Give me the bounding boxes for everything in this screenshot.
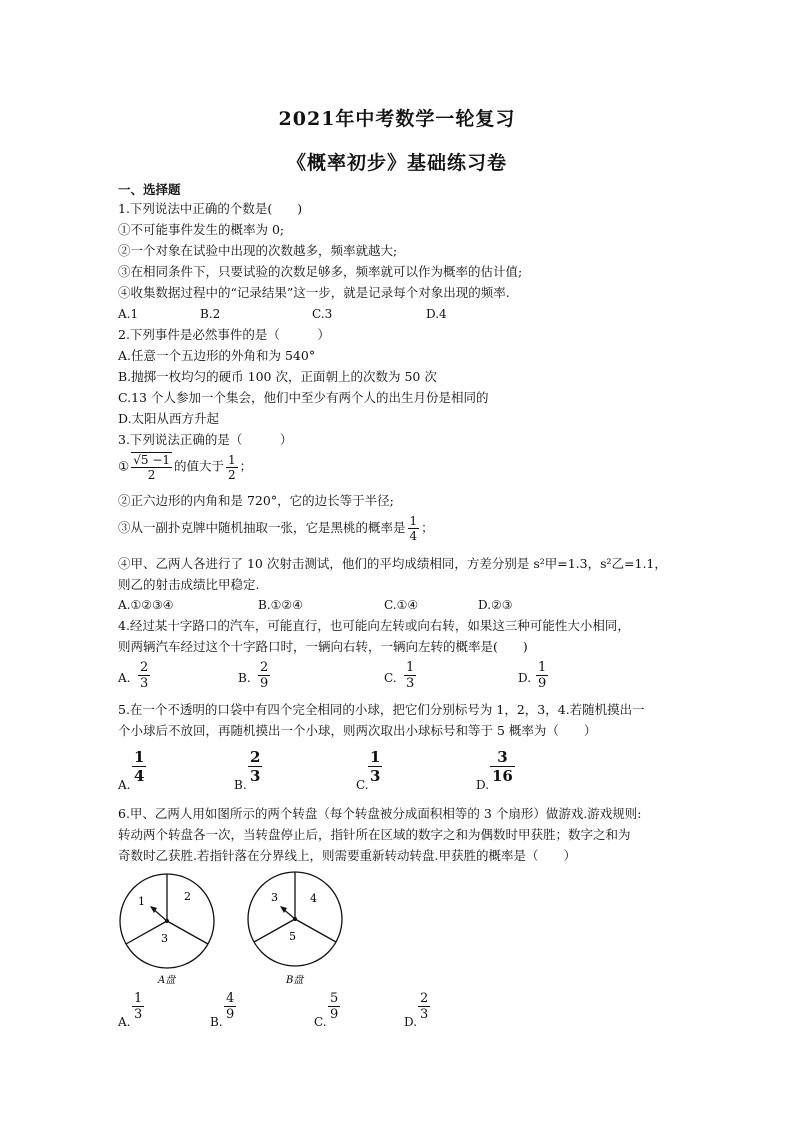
q4-option-c-fraction: $\frac{1}{3}$ <box>406 660 415 691</box>
q1-statement-4: ④收集数据过程中的“记录结果”这一步，就是记录每个对象出现的频率. <box>118 285 510 300</box>
q5-option-d-label: D. <box>476 778 490 792</box>
spinner-a-center <box>165 919 169 923</box>
q3-stem: 3.下列说法正确的是（ ） <box>118 432 293 447</box>
q6-line-1: 6.甲、乙两人用如图所示的两个转盘（每个转盘被分成面积相等的 3 个扇形）做游戏.游戏规则: <box>118 806 642 821</box>
q1-stem: 1.下列说法中正确的个数是( ) <box>118 201 303 216</box>
q3-option-a: A.①②③④ <box>118 598 174 612</box>
sqrt-fraction: $\frac{√5 -1}{2}$ <box>133 453 171 482</box>
q6-option-c-fraction: $\frac{5}{9}$ <box>330 991 339 1022</box>
q5-option-b-label: B. <box>234 778 247 792</box>
spinner-a-number-3: 3 <box>161 932 168 945</box>
spinner-a-figure <box>114 868 224 988</box>
q5-option-c-fraction: $\frac{1}{3}$ <box>370 748 381 785</box>
q3-option-d: D.②③ <box>478 598 513 612</box>
q3-statement-1: ① $\frac{√5 -1}{2}$ 的值大于 $\frac{1}{2}$ ； <box>118 452 253 482</box>
q4-line-1: 4.经过某十字路口的汽车，可能直行，也可能向左转或向右转，如果这三种可能性大小相同， <box>118 618 630 633</box>
q3-statement-4b: 则乙的射击成绩比甲稳定. <box>118 577 260 592</box>
q1-statement-2: ②一个对象在试验中出现的次数越多，频率就越大; <box>118 243 398 258</box>
q4-option-d-fraction: $\frac{1}{9}$ <box>538 660 547 691</box>
page-subtitle: 《概率初步》基础练习卷 <box>286 152 507 174</box>
q6-option-d-label: D. <box>404 1015 418 1029</box>
q6-line-2: 转动两个转盘各一次，当转盘停止后，指针所在区域的数字之和为偶数时甲获胜；数字之和为 <box>118 827 631 842</box>
q5-option-a-fraction: $\frac{1}{4}$ <box>134 748 145 785</box>
q2-option-c: C.13 个人参加一个集会，他们中至少有两个人的出生月份是相同的 <box>118 390 489 405</box>
q4-option-a-fraction: $\frac{2}{3}$ <box>140 660 149 691</box>
q6-option-d-fraction: $\frac{2}{3}$ <box>420 991 429 1022</box>
q1-option-d: D.4 <box>426 307 447 321</box>
q5-option-b-fraction: $\frac{2}{3}$ <box>250 748 261 785</box>
spinner-a-number-2: 2 <box>184 890 191 903</box>
spinner-a-label: A盘 <box>158 975 176 986</box>
spinner-b-divider-3 <box>295 919 336 942</box>
q1-option-c: C.3 <box>312 307 333 321</box>
q3-option-b: B.①②④ <box>258 598 303 612</box>
spinner-b-number-4: 4 <box>310 892 317 905</box>
q5-option-c-label: C. <box>356 778 369 792</box>
q6-option-c-label: C. <box>314 1015 327 1029</box>
q6-option-b-label: B. <box>210 1015 223 1029</box>
q3-statement-2: ②正六边形的内角和是 720°，它的边长等于半径; <box>118 493 394 508</box>
q4-option-d-label: D. <box>518 671 532 685</box>
q2-option-d: D.太阳从西方升起 <box>118 411 220 426</box>
q6-option-a-label: A. <box>118 1015 131 1029</box>
quarter-fraction: $\frac{1}{4}$ <box>409 514 418 543</box>
q1-statement-1: ①不可能事件发生的概率为 0; <box>118 222 285 237</box>
spinner-b-figure <box>242 866 352 988</box>
q3-option-c: C.①④ <box>384 598 419 612</box>
q2-stem: 2.下列事件是必然事件的是（ ） <box>118 327 330 342</box>
q6-option-b-fraction: $\frac{4}{9}$ <box>226 991 235 1022</box>
q2-option-b: B.抛掷一枚均匀的硬币 100 次，正面朝上的次数为 50 次 <box>118 369 437 384</box>
spinner-a-divider-3 <box>167 921 208 944</box>
spinner-a-number-1: 1 <box>138 895 145 908</box>
q3-statement-3: ③从一副扑克牌中随机抽取一张，它是黑桃的概率是 $\frac{1}{4}$ ； <box>118 514 434 543</box>
page-title: 2021年中考数学一轮复习 <box>278 108 516 130</box>
q3-statement-4a: ④甲、乙两人各进行了 10 次射击测试，他们的平均成绩相同，方差分别是 s²甲=1.3，s²乙=1.1， <box>118 556 667 571</box>
q4-line-2: 则两辆汽车经过这个十字路口时，一辆向右转，一辆向左转的概率是( ) <box>118 639 528 654</box>
q5-line-1: 5.在一个不透明的口袋中有四个完全相同的小球，把它们分别标号为 1，2，3，4.若随机摸出一 <box>118 702 645 717</box>
q1-statement-3: ③在相同条件下，只要试验的次数足够多，频率就可以作为概率的估计值; <box>118 264 523 279</box>
spinner-b-number-5: 5 <box>289 930 296 943</box>
q4-option-a-label: A. <box>118 671 131 685</box>
spinner-b-number-3: 3 <box>271 891 278 904</box>
section-heading: 一、选择题 <box>118 182 181 197</box>
q4-option-b-label: B. <box>238 671 251 685</box>
q6-option-a-fraction: $\frac{1}{3}$ <box>134 991 143 1022</box>
q1-option-b: B.2 <box>200 307 221 321</box>
q5-line-2: 个小球后不放回，再随机摸出一个小球，则两次取出小球标号和等于 5 概率为（ ） <box>118 723 597 738</box>
q4-option-b-fraction: $\frac{2}{9}$ <box>260 660 269 691</box>
spinner-b-label: B盘 <box>286 975 304 986</box>
half-fraction: $\frac{1}{2}$ <box>228 452 236 482</box>
q1-option-a: A.1 <box>118 307 139 321</box>
q2-option-a: A.任意一个五边形的外角和为 540° <box>118 348 316 363</box>
q4-option-c-label: C. <box>384 671 397 685</box>
q5-option-d-fraction: $\frac{3}{16}$ <box>492 748 513 785</box>
spinner-b-center <box>293 917 297 921</box>
q5-option-a-label: A. <box>118 778 131 792</box>
q6-line-3: 奇数时乙获胜.若指针落在分界线上，则需要重新转动转盘.甲获胜的概率是（ ） <box>118 848 576 863</box>
